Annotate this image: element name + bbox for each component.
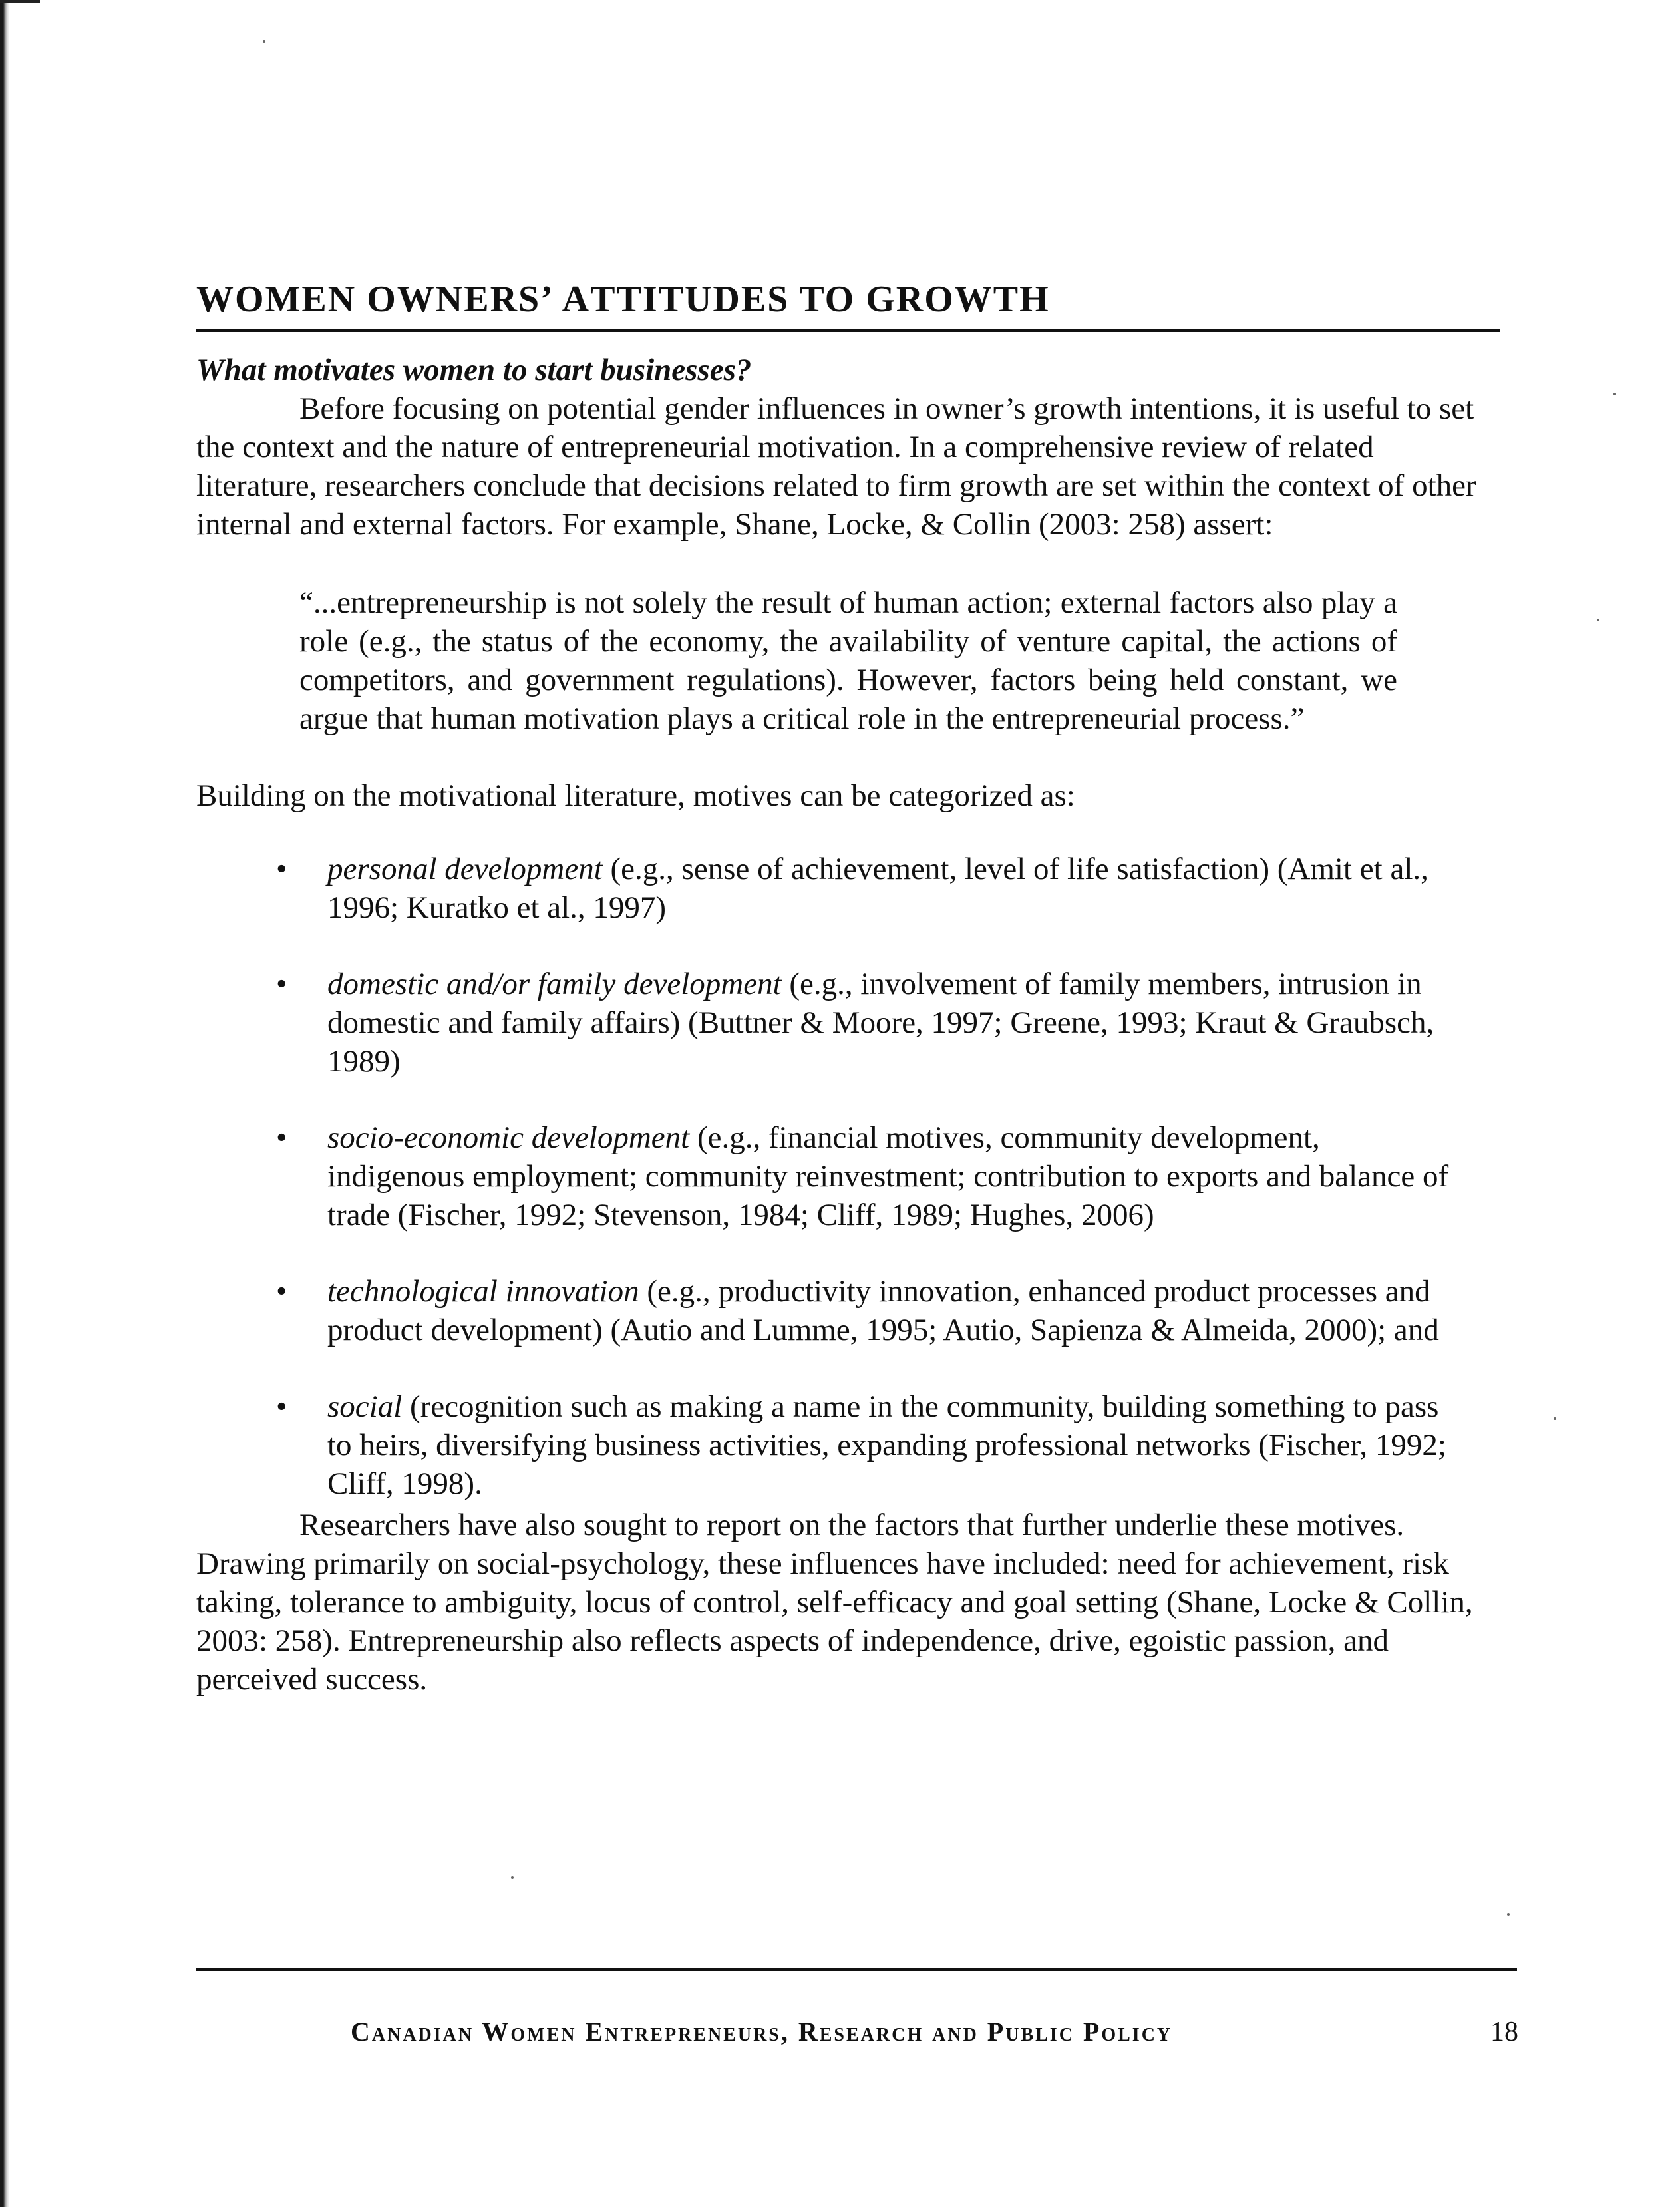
motives-list xyxy=(196,850,1500,1503)
list-item xyxy=(196,965,1458,1081)
block-quote: “...entrepreneurship is not solely the result of human action; external factors also play a role (e.g., the status of the economy, the availability of venture capital, the actions of competitors, and government regulations). However, factors being held constant, we argue that human motivation plays a critical role in the entrepreneurial process.” xyxy=(299,586,1397,736)
motive-text: (recognition such as making a name in the community, building something to pass to heirs, diversifying business activities, expanding professional networks (Fischer, 1992; Cliff, 1998). xyxy=(327,1389,1446,1501)
section-heading xyxy=(196,273,1500,332)
scan-speck xyxy=(1554,1417,1556,1420)
bullet-icon: • xyxy=(276,1120,287,1155)
bullet-icon: • xyxy=(276,967,287,1001)
scan-speck xyxy=(263,40,265,43)
heading-part: OWNERS’ xyxy=(367,279,562,320)
scan-speck xyxy=(511,1876,514,1879)
footer-title: Canadian Women Entrepreneurs, Research and Public Policy xyxy=(351,2017,1173,2047)
motive-text: (e.g., productivity innovation, enhanced product processes and product development) (Autio and Lumme, 1995; Autio, Sapienza & Almeida, 2000); and xyxy=(327,1274,1439,1347)
scan-speck xyxy=(1507,1913,1510,1916)
scan-speck xyxy=(1613,393,1616,395)
motive-text: (e.g., financial motives, community development, indigenous employment; community reinvestment; contribution to exports and balance of trade (Fischer, 1992; Stevenson, 1984; Cliff, 1989; Hughes, 2006) xyxy=(327,1120,1449,1232)
closing-paragraph: Researchers have also sought to report on the factors that further underlie these motives. Drawing primarily on social-psychology, these influences have included: need for achievement, risk taking, tolerance to ambiguity, locus of control, self-efficacy and goal setting (Shane, Locke & Collin, 2003: 258). Entrepreneurship also reflects aspects of independence, drive, egoistic passion, and perceived success. xyxy=(196,1508,1473,1697)
list-lead: Building on the motivational literature, motives can be categorized as: xyxy=(196,778,1075,813)
list-item xyxy=(196,1387,1458,1503)
scan-speck xyxy=(1597,619,1599,621)
bullet-icon: • xyxy=(276,1274,287,1309)
scan-top-mark xyxy=(0,0,40,3)
intro-paragraph: Before focusing on potential gender influences in owner’s growth intentions, it is useful to set the context and the nature of entrepreneurial motivation. In a comprehensive review of related literature, researchers conclude that decisions related to firm growth are set within the context of other internal and external factors. For example, Shane, Locke, & Collin (2003: 258) assert: xyxy=(196,391,1476,542)
list-item xyxy=(196,1118,1458,1234)
page-number: 18 xyxy=(1490,2017,1518,2047)
motive-term: domestic and/or family development xyxy=(327,967,782,1001)
motive-term: socio-economic development xyxy=(327,1120,690,1155)
heading-part: GROWTH xyxy=(866,279,1050,320)
scan-edge-shadow xyxy=(0,0,9,2207)
motive-text: (e.g., involvement of family members, intrusion in domestic and family affairs) (Buttner & Moore, 1997; Greene, 1993; Kraut & Graubsch, 1989) xyxy=(327,967,1434,1079)
subheading: What motivates women to start businesses? xyxy=(196,353,752,387)
list-item xyxy=(196,1272,1458,1349)
bullet-icon: • xyxy=(276,1389,287,1424)
motive-term: social xyxy=(327,1389,403,1424)
motive-text: (e.g., sense of achievement, level of life satisfaction) (Amit et al., 1996; Kuratko et al., 1997) xyxy=(327,852,1428,925)
list-item xyxy=(196,850,1458,927)
motive-term: personal development xyxy=(327,852,603,886)
bullet-icon: • xyxy=(276,852,287,886)
page-body xyxy=(196,273,1500,1699)
footer-rule xyxy=(196,1968,1517,1971)
heading-part: WOMEN xyxy=(196,279,367,320)
motive-term: technological innovation xyxy=(327,1274,639,1309)
heading-part: ATTITUDES TO xyxy=(562,279,866,320)
